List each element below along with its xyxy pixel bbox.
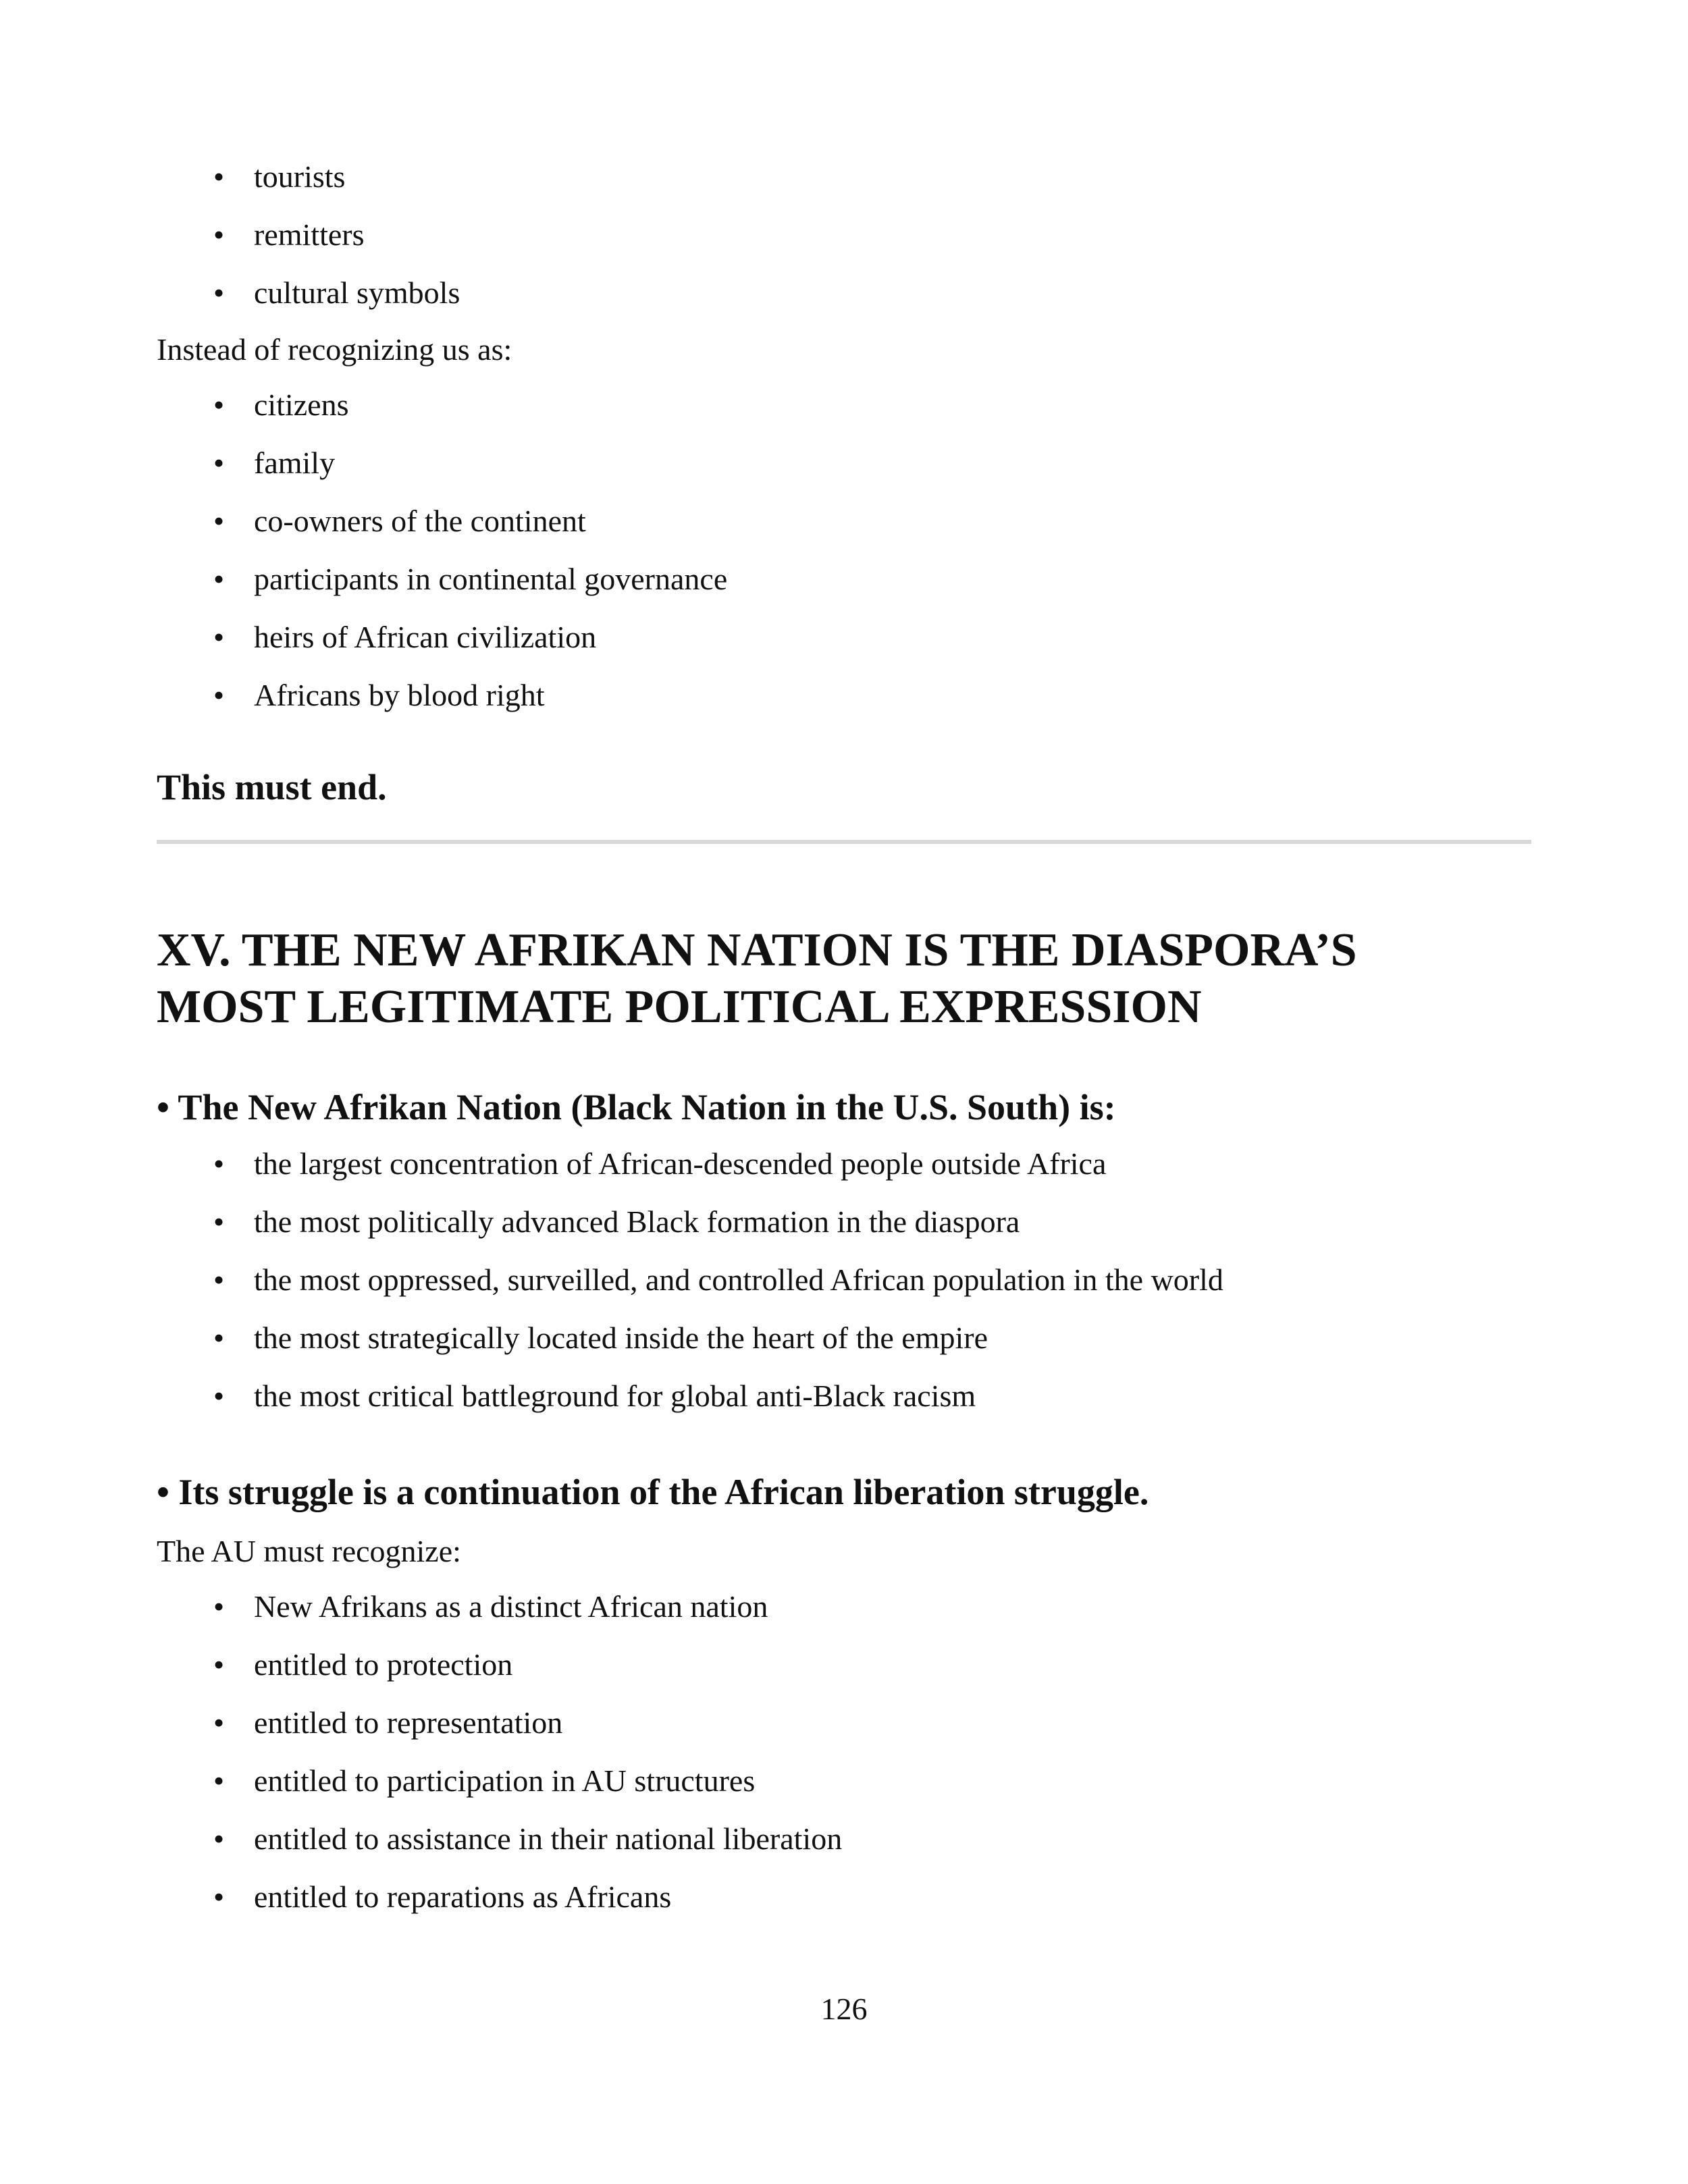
list-item: • entitled to reparations as Africans: [213, 1880, 672, 1914]
bullet-icon: •: [213, 1379, 225, 1413]
list-item: • tourists: [213, 159, 346, 194]
closing-statement: This must end.: [157, 767, 387, 807]
bullet-icon: •: [213, 504, 225, 538]
bullet-icon: •: [213, 275, 225, 310]
page-number: 126: [820, 1992, 868, 2026]
roles-list: [213, 159, 460, 334]
au-intro: The AU must recognize:: [157, 1534, 461, 1568]
bullet-icon: •: [213, 1821, 225, 1856]
bullet-icon: •: [213, 1705, 225, 1740]
bullet-icon: •: [213, 446, 225, 480]
section-divider: [157, 840, 1531, 844]
list-item: • heirs of African civilization: [213, 620, 597, 654]
bullet-icon: •: [213, 1589, 225, 1624]
bullet-icon: •: [213, 159, 225, 194]
section-heading-line: MOST LEGITIMATE POLITICAL EXPRESSION: [157, 981, 1202, 1033]
list-item: • entitled to assistance in their national liberation: [213, 1821, 843, 1856]
list-item: • remitters: [213, 217, 365, 252]
bullet-icon: •: [213, 678, 225, 712]
list-item: • family: [213, 446, 336, 480]
list-item: • cultural symbols: [213, 275, 460, 310]
list-item: • the largest concentration of African-descended people outside Africa: [213, 1146, 1107, 1181]
list-item: • citizens: [213, 388, 349, 422]
section-heading: [157, 922, 1575, 1036]
list-item: • participants in continental governance: [213, 562, 728, 596]
bullet-icon: •: [213, 620, 225, 654]
bullet-icon: •: [213, 217, 225, 252]
subheading-nation: • The New Afrikan Nation (Black Nation in the U.S. South) is:: [157, 1087, 1116, 1127]
list-item: • the most strategically located inside the heart of the empire: [213, 1321, 988, 1355]
bullet-icon: •: [213, 1321, 225, 1355]
bullet-icon: •: [213, 1204, 225, 1239]
au-recognition-list: [213, 1589, 842, 1938]
bullet-icon: •: [213, 1763, 225, 1798]
list-item: • Africans by blood right: [213, 678, 545, 712]
list-item: • entitled to representation: [213, 1705, 563, 1740]
list-item: • the most politically advanced Black formation in the diaspora: [213, 1204, 1020, 1239]
list-item: • New Afrikans as a distinct African nation: [213, 1589, 768, 1624]
subheading-struggle: • Its struggle is a continuation of the African liberation struggle.: [157, 1472, 1149, 1512]
bullet-icon: •: [213, 562, 225, 596]
bullet-icon: •: [213, 1647, 225, 1682]
section-heading-line: XV. THE NEW AFRIKAN NATION IS THE DIASPORA’S: [157, 924, 1357, 976]
bullet-icon: •: [213, 1146, 225, 1181]
list-item: • the most critical battleground for global anti-Black racism: [213, 1379, 976, 1413]
bullet-icon: •: [213, 388, 225, 422]
list-item: • co-owners of the continent: [213, 504, 586, 538]
bullet-icon: •: [213, 1262, 225, 1297]
nation-list: [213, 1146, 1223, 1437]
recognition-list: [213, 388, 727, 736]
list-item: • the most oppressed, surveilled, and controlled African population in the world: [213, 1262, 1223, 1297]
list-item: • entitled to protection: [213, 1647, 513, 1682]
list-item: • entitled to participation in AU structures: [213, 1763, 756, 1798]
instead-intro: Instead of recognizing us as:: [157, 332, 512, 367]
bullet-icon: •: [213, 1880, 225, 1914]
